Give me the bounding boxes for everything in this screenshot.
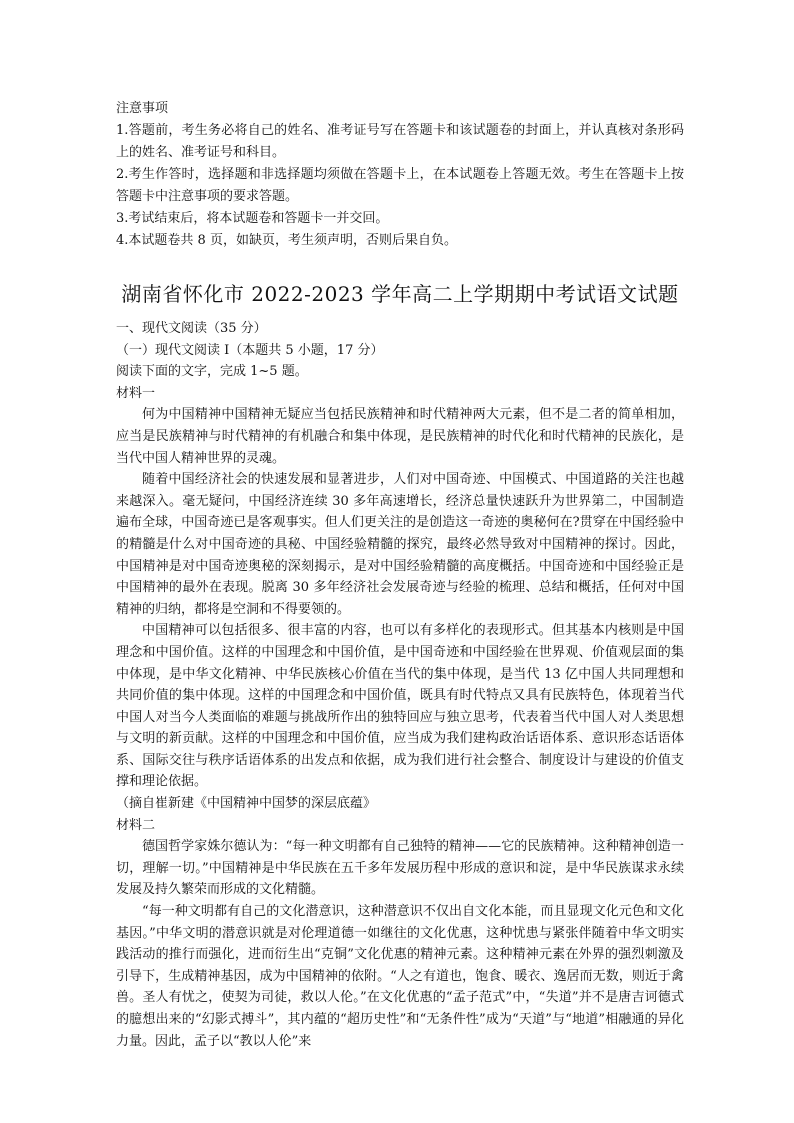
notice-item-4: 4.本试题卷共 8 页，如缺页，考生须声明，否则后果自负。 bbox=[116, 233, 457, 248]
material1-source: （摘自崔新建《中国精神中国梦的深层底蕴》 bbox=[116, 796, 377, 812]
material1-paragraph-2: 随着中国经济社会的快速发展和显著进步，人们对中国奇迹、中国模式、中国道路的关注也越来越深入。毫无疑问，中国经济连续 30 多年高速增长，经济总量快速跃升为世界第二，中国制造遍布全球，中国奇迹已是客观事实。但人们更关注的是创造这一奇迹的奥秘何在?贯穿在中国经验中的精髓是什么对中国奇迹的具秘、中国经验精髓的探究，最终必然导致对中国精神的探讨。因此，中国精神是对中国奇迹奥秘的深刻揭示，是对中国经验精髓的高度概括。中国奇迹和中国经验正是中国精神的最外在表现。脱离 30 多年经济社会发展奇迹与经验的梳理、总结和概括，任何对中国精神的归纳，都将是空洞和不得要领的。 bbox=[116, 472, 684, 617]
notice-item-3: 3.考试结束后，将本试题卷和答题卡一并交回。 bbox=[116, 211, 389, 226]
reading-section bbox=[116, 318, 684, 1052]
material2-label: 材料二 bbox=[116, 817, 156, 833]
material2-paragraph-1: 德国哲学家姝尔德认为：“每一种文明都有自己独特的精神——它的民族精神。这种精神创造一切，理解一切。”中国精神是中华民族在五千多年发展历程中形成的意识和淀，是中华民族谋求永续发展及持久繁荣而形成的文化精髓。 bbox=[116, 839, 684, 898]
notice-item-1: 1.答题前，考生务必将自己的姓名、准考证号写在答题卡和该试题卷的封面上，并认真核对条形码上的姓名、准考证号和科目。 bbox=[116, 123, 684, 160]
section-heading: 一、现代文阅读（35 分） bbox=[116, 321, 267, 336]
notice-item-2: 2.考生作答时，选择题和非选择题均须做在答题卡上，在本试题卷上答题无效。考生在答题卡上按答题卡中注意事项的要求答题。 bbox=[116, 167, 684, 204]
notice-block bbox=[116, 98, 684, 252]
material2-paragraph-2: “每一种文明都有自己的文化潜意识，这种潜意识不仅出自文化本能，而且显现文化元色和文化基因。”中华文明的潜意识就是对伦理道德一如继往的文化优惠，这种忧患与紧张伴随着中华文明实践活动的推行而强化，进而衍生出“克铜”文化优惠的精神元素。这种精神元素在外界的强烈刺激及引导下，生成精神基因，成为中国精神的依附。“人之有道也，饱食、暖衣、逸居而无数，则近于禽兽。圣人有忧之，使契为司徒，救以人伦。”在文化优惠的“孟子范式”中，“失道”并不是唐吉诃德式的臆想出来的“幻影式搏斗”，其内蕴的“超历史性”和“无条件性”成为“天道”与“地道”相融通的异化力量。因此，孟子以“教以人伦”来 bbox=[116, 904, 684, 1049]
material1-paragraph-3: 中国精神可以包括很多、很丰富的内容，也可以有多样化的表现形式。但其基本内核则是中国理念和中国价值。这样的中国理念和中国价值，是中国奇迹和中国经验在世界观、价值观层面的集中体现，是中华文化精神、中华民族核心价值在当代的集中体现，是当代 13 亿中国人共同理想和共同价值的集中体现。这样的中国理念和中国价值，既具有时代特点又具有民族特色，体现着当代中国人对当今人类面临的难题与挑战所作出的独特回应与独立思考，代表着当代中国人对人类思想与文明的新贡献。这样的中国理念和中国价值，应当成为我们建构政治话语体系、意识形态话语体系、国际交往与秩序话语体系的出发点和依据，成为我们进行社会整合、制度设计与建设的价值支撑和理论依据。 bbox=[116, 623, 684, 790]
exam-page bbox=[116, 98, 684, 1052]
material1-label: 材料一 bbox=[116, 385, 156, 401]
exam-title: 湖南省怀化市 2022-2023 学年高二上学期期中考试语文试题 bbox=[121, 282, 679, 306]
section-instruction: 阅读下面的文字，完成 1~5 题。 bbox=[116, 364, 308, 380]
section-subheading: （一）现代文阅读 I（本题共 5 小题，17 分） bbox=[116, 342, 384, 358]
notice-heading: 注意事项 bbox=[116, 101, 169, 116]
material1-paragraph-1: 何为中国精神中国精神无疑应当包括民族精神和时代精神两大元素，但不是二者的简单相加，应当是民族精神与时代精神的有机融合和集中体现，是民族精神的时代化和时代精神的民族化，是当代中国人精神世界的灵魂。 bbox=[116, 407, 684, 466]
